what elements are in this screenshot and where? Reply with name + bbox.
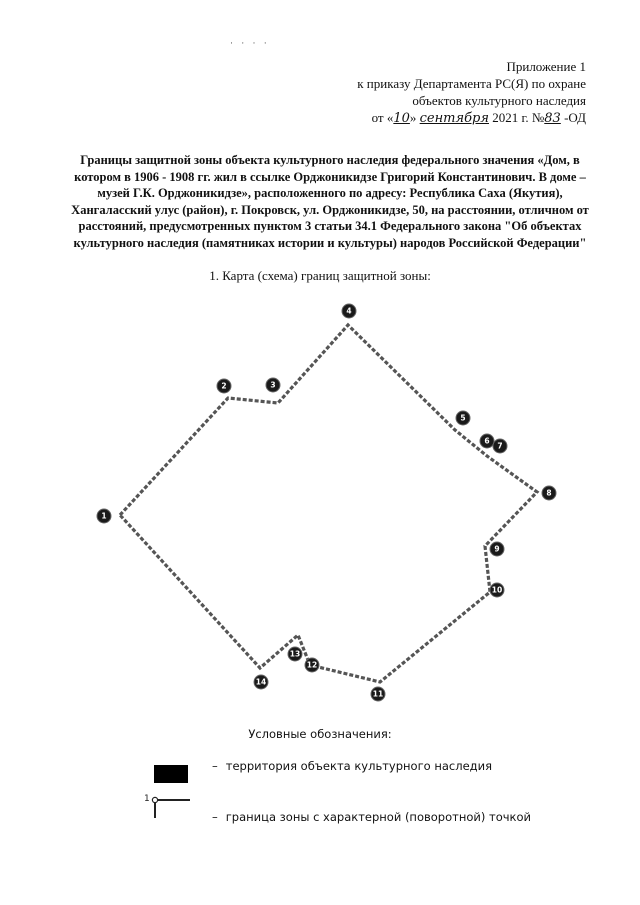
appendix-line-1: Приложение 1	[506, 59, 586, 74]
legend-item-boundary	[212, 810, 531, 824]
turning-point-label: 9	[494, 544, 500, 554]
turning-point-label: 2	[221, 381, 227, 391]
turning-point-3	[266, 378, 280, 392]
order-number-suffix: -ОД	[560, 110, 586, 125]
boundary-line	[120, 325, 537, 682]
turning-point-2	[217, 379, 231, 393]
turning-point-label: 13	[289, 649, 301, 659]
turning-point-8	[542, 486, 556, 500]
turning-point-label: 7	[497, 441, 503, 451]
appendix-line-2: к приказу Департамента РС(Я) по охране	[357, 76, 586, 91]
turning-point-label: 6	[484, 436, 490, 446]
turning-point-6	[480, 434, 494, 448]
date-prefix: от «	[371, 110, 394, 125]
date-month: сентября	[419, 111, 489, 126]
legend-title: Условные обозначения:	[248, 727, 392, 741]
date-mid: »	[409, 110, 420, 125]
turning-point-14	[254, 675, 268, 689]
turning-point-label: 4	[346, 306, 352, 316]
turning-point-label: 1	[101, 511, 107, 521]
turning-point-label: 10	[491, 585, 503, 595]
turning-point-label: 3	[270, 380, 276, 390]
turning-point-13	[288, 647, 302, 661]
legend-point-number: 1	[144, 794, 150, 804]
turning-point-1	[97, 509, 111, 523]
turning-point-label: 12	[306, 660, 318, 670]
legend-dash: –	[212, 759, 218, 773]
turning-point-9	[490, 542, 504, 556]
order-number: 83	[544, 111, 561, 126]
turning-point-label: 11	[372, 689, 384, 699]
legend-item-territory-label: территория объекта культурного наследия	[225, 759, 492, 773]
date-year: 2021 г. №	[488, 110, 545, 125]
map-heading: 1. Карта (схема) границ защитной зоны:	[209, 268, 431, 283]
turning-point-5	[456, 411, 470, 425]
heritage-territory-swatch	[154, 765, 188, 783]
date-day: 10	[393, 111, 410, 126]
document-title: Границы защитной зоны объекта культурного наследия федерального значения «Дом, в котором в 1906 - 1908 гг. жил в ссылке Орджоникидзе Григорий Константинович. В доме – музей Г.К. Орджоникидзе», расположенного по адресу: Республика Саха (Якутия), Хангаласский улус (район), г. Покровск, ул. Орджоникидзе, 50, на расстоянии, отличном от расстояний, предусмотренных пунктом 3 статьи 34.1 Федерального закона "Об объектах культурного наследия (памятниках истории и культуры) народов Российской Федерации"	[71, 153, 589, 250]
turning-point-7	[493, 439, 507, 453]
legend-item-boundary-label: граница зоны с характерной (поворотной) точкой	[225, 810, 531, 824]
turning-point-11	[371, 687, 385, 701]
turning-points	[97, 304, 556, 701]
scan-artifact: · · · ·	[230, 38, 270, 48]
turning-point-label: 5	[460, 413, 466, 423]
legend-dash-2: –	[212, 810, 218, 824]
turning-point-4	[342, 304, 356, 318]
appendix-line-3: объектов культурного наследия	[412, 93, 586, 108]
turning-point-12	[305, 658, 319, 672]
turning-point-label: 8	[546, 488, 552, 498]
turning-point-label: 14	[255, 677, 267, 687]
turning-point-10	[490, 583, 504, 597]
legend-item-territory	[212, 759, 492, 773]
